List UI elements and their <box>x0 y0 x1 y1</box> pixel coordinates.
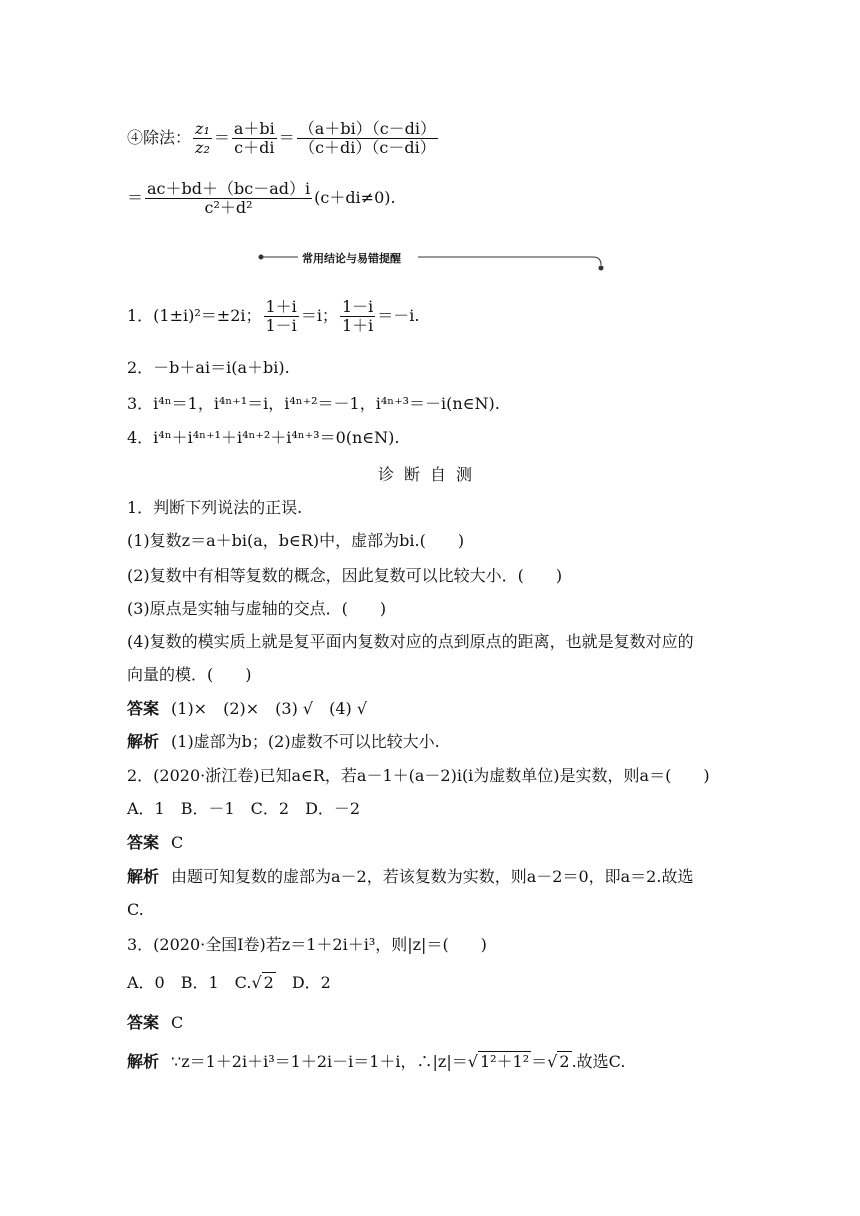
q3-stem: 3．(2020·全国Ⅰ卷)若z＝1＋2i＋i³，则|z|＝( ) <box>127 935 487 954</box>
analysis-label: 解析 <box>127 867 160 886</box>
conclusion-1: 1．(1±i)²＝±2i； $\frac{1+i}{1-i}$ ＝i； $\frac{1-i}{1+i}$ ＝－i. <box>127 297 420 335</box>
answer-label: 答案 <box>127 833 160 852</box>
q3-analysis: 解析 ∵z＝1＋2i＋i³＝1＋2i－i＝1＋i，∴|z|＝√ 1²＋1² ＝√ 2 .故选C. <box>127 1052 626 1071</box>
answer-label: 答案 <box>127 699 160 718</box>
q1-analysis: 解析 (1)虚部为b；(2)虚数不可以比较大小. <box>127 732 440 751</box>
conclusion-4: 4．i⁴ⁿ＋i⁴ⁿ⁺¹＋i⁴ⁿ⁺²＋i⁴ⁿ⁺³＝0(n∈N). <box>127 428 400 447</box>
q1-item-3: (3)原点是实轴与虚轴的交点．( ) <box>127 599 387 618</box>
q2-analysis: 解析 由题可知复数的虚部为a－2，若该复数为实数，则a－2＝0，即a＝2.故选 <box>127 867 694 886</box>
q3-options: A．0 B．1 C.√ 2 D．2 <box>127 973 331 992</box>
q1-answer: 答案 (1)× (2)× (3) √ (4) √ <box>127 699 368 718</box>
division-formula-line1: ④除法： $\frac{\text{z₁}}{\text{z₂}}$ ＝ $\frac{a+bi}{c+di}$ ＝ $\frac{(a+bi)(c-di)}{(c+di)(c-di)}$ <box>127 119 437 157</box>
q1-item-1: (1)复数z＝a＋bi(a，b∈R)中，虚部为bi.( ) <box>127 531 465 550</box>
q3-answer: 答案 C <box>127 1013 184 1032</box>
banner-title: 常用结论与易错提醒 <box>298 250 405 266</box>
analysis-label: 解析 <box>127 1052 160 1071</box>
section-title: 诊断自测 <box>377 465 482 484</box>
q2-stem: 2．(2020·浙江卷)已知a∈R，若a－1＋(a－2)i(i为虚数单位)是实数，则a＝( ) <box>127 766 710 785</box>
fraction-expanded: $\frac{(a+bi)(c-di)}{(c+di)(c-di)}$ <box>298 119 437 157</box>
conclusion-2: 2．－b＋ai＝i(a＋bi). <box>127 358 290 377</box>
answer-label: 答案 <box>127 1013 160 1032</box>
q1-stem: 1．判断下列说法的正误. <box>127 498 303 517</box>
q2-options: A．1 B．－1 C．2 D．－2 <box>127 799 361 818</box>
q1-item-4: (4)复数的模实质上就是复平面内复数对应的点到原点的距离，也就是复数对应的 <box>127 632 694 651</box>
conclusion-3: 3．i⁴ⁿ＝1，i⁴ⁿ⁺¹＝i，i⁴ⁿ⁺²＝－1，i⁴ⁿ⁺³＝－i(n∈N). <box>127 394 500 413</box>
z1-over-z2: $\frac{\text{z₁}}{\text{z₂}}$ <box>195 119 210 157</box>
q1-item-2: (2)复数中有相等复数的概念，因此复数可以比较大小．( ) <box>127 566 563 585</box>
q2-answer: 答案 C <box>127 833 184 852</box>
division-label: ④除法： <box>127 128 192 147</box>
fraction-result: $\frac{ac+bd+(bc-ad)i}{\text{c²＋d²}}$ <box>147 179 311 217</box>
q2-analysis-cont: C. <box>127 900 144 919</box>
fraction-a-bi-over-c-di: $\frac{a+bi}{c+di}$ <box>233 119 275 157</box>
section-banner <box>258 246 606 274</box>
q1-item-4-cont: 向量的模．( ) <box>127 665 252 684</box>
analysis-label: 解析 <box>127 732 160 751</box>
division-formula-line2: ＝ $\frac{ac+bd+(bc-ad)i}{\text{c²＋d²}}$ (c＋di≠0). <box>127 179 396 217</box>
